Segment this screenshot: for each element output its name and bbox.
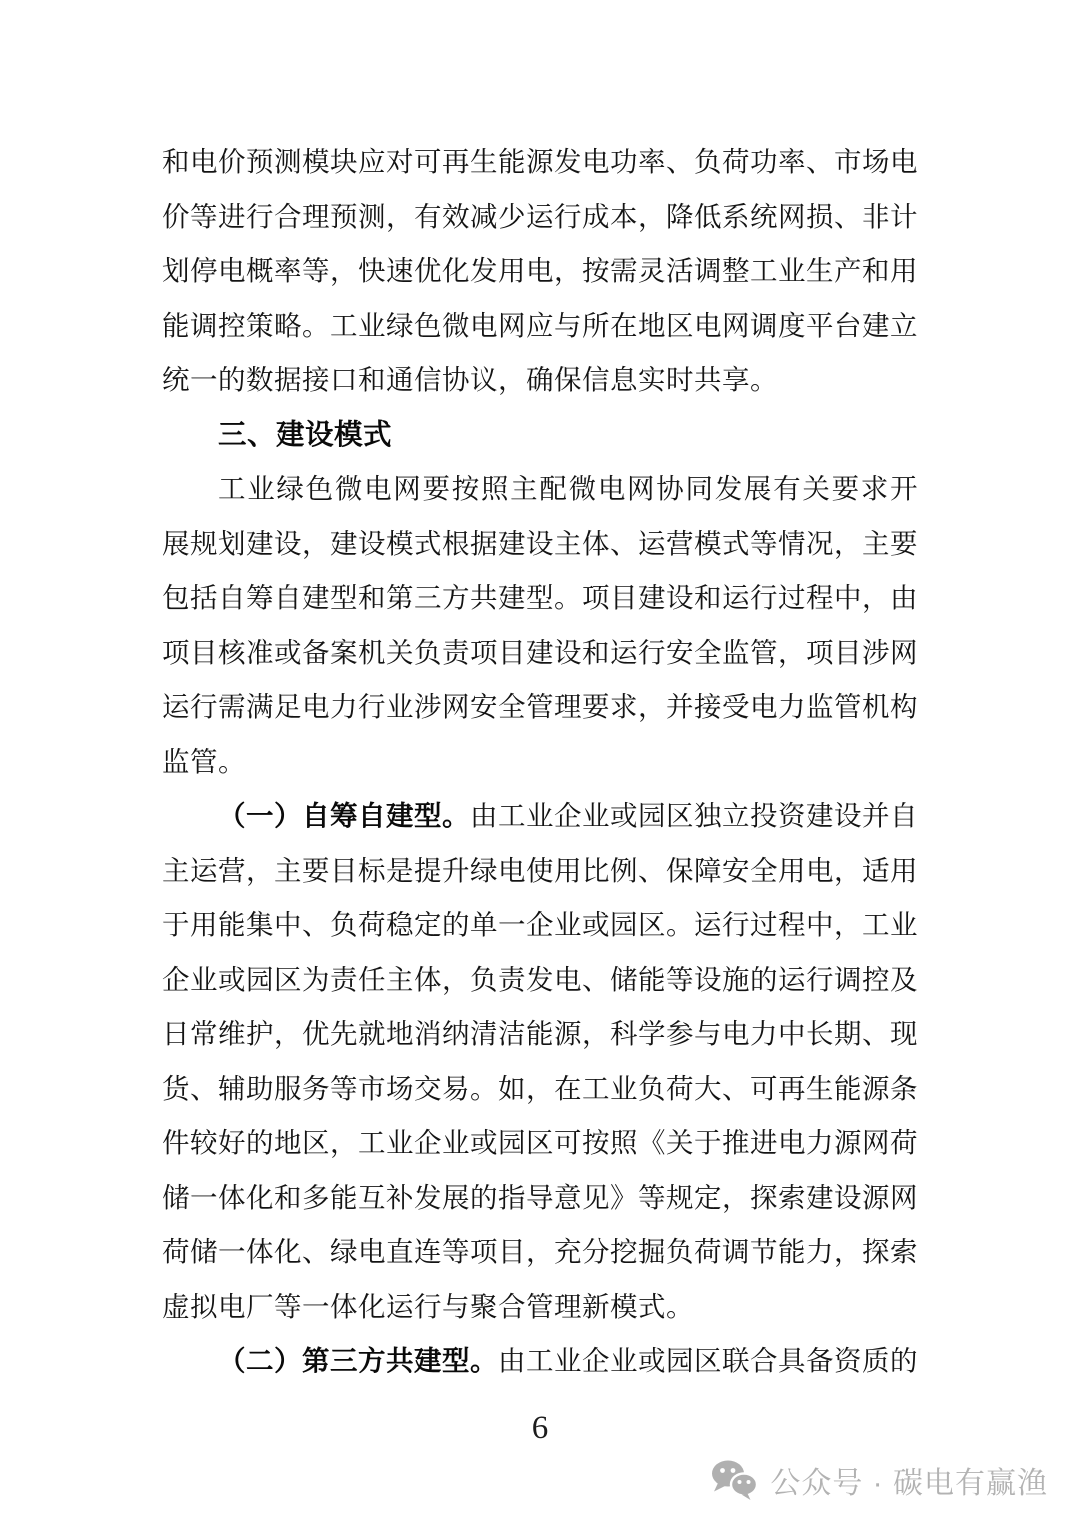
text-line: 和电价预测模块应对可再生能源发电功率、负荷功率、市场电 (162, 146, 918, 177)
text-line: 于用能集中、负荷稳定的单一企业或园区。运行过程中，工业 (162, 909, 918, 940)
wechat-icon (711, 1459, 758, 1501)
text-line: 荷储一体化、绿电直连等项目，充分挖掘负荷调节能力，探索 (162, 1236, 918, 1267)
bold-lead-label: （一）自筹自建型。 (218, 800, 470, 831)
text-line: 企业或园区为责任主体，负责发电、储能等设施的运行调控及 (162, 963, 918, 995)
text-line: 运行需满足电力行业涉网安全管理要求，并接受电力监管机构 (162, 691, 918, 722)
text-line: 划停电概率等，快速优化发用电，按需灵活调整工业生产和用 (162, 255, 918, 286)
bold-lead-label: （二）第三方共建型。 (218, 1345, 498, 1376)
text-line: 储一体化和多能互补发展的指导意见》等规定，探索建设源网 (162, 1181, 918, 1213)
text-line: 监管。 (162, 745, 246, 777)
text-line: 日常维护，优先就地消纳清洁能源，科学参与电力中长期、现 (162, 1018, 918, 1049)
text-line: （二）第三方共建型。由工业企业或园区联合具备资质的 (218, 1345, 918, 1376)
text-line: 工业绿色微电网要按照主配微电网协同发展有关要求开 (218, 473, 918, 504)
watermark (711, 1455, 1048, 1505)
watermark-text: 公众号 · 碳电有赢渔 (770, 1467, 1048, 1500)
document-body (162, 135, 918, 1389)
section-heading: 三、建设模式 (218, 418, 393, 451)
text-line: 项目核准或备案机关负责项目建设和运行安全监管，项目涉网 (162, 636, 918, 668)
text-line: 价等进行合理预测，有效减少运行成本，降低系统网损、非计 (162, 200, 918, 232)
text-line: 件较好的地区，工业企业或园区可按照《关于推进电力源网荷 (162, 1127, 918, 1158)
text-line: 虚拟电厂等一体化运行与聚合管理新模式。 (162, 1290, 694, 1322)
page-number: 6 (531, 1410, 549, 1446)
page-footer (0, 1408, 1080, 1448)
text-line: 主运营，主要目标是提升绿电使用比例、保障安全用电，适用 (162, 854, 918, 886)
text-line: 包括自筹自建型和第三方共建型。项目建设和运行过程中，由 (162, 582, 918, 613)
text-line: 货、辅助服务等市场交易。如，在工业负荷大、可再生能源条 (162, 1072, 918, 1104)
text-line: 能调控策略。工业绿色微电网应与所在地区电网调度平台建立 (162, 309, 918, 341)
text-line: （一）自筹自建型。由工业企业或园区独立投资建设并自 (218, 800, 918, 831)
text-line: 展规划建设，建设模式根据建设主体、运营模式等情况，主要 (162, 527, 918, 559)
text-line: 统一的数据接口和通信协议，确保信息实时共享。 (162, 364, 778, 395)
